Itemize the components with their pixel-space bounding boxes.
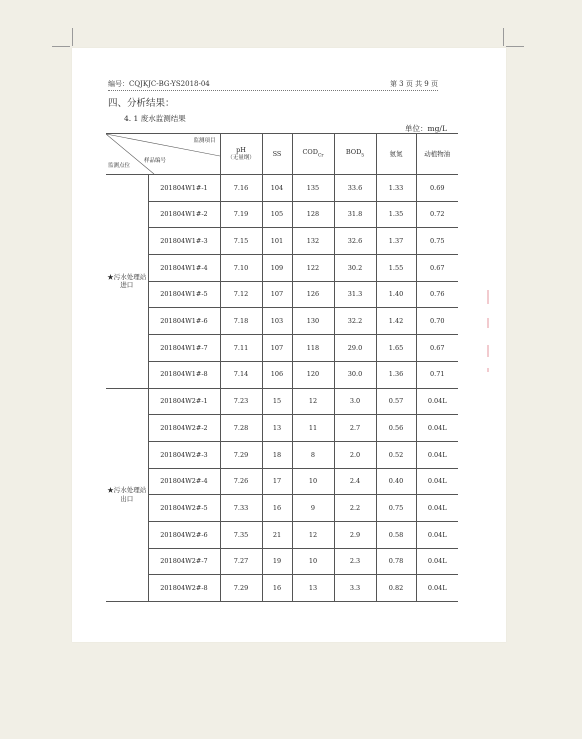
column-header-ammonia: 氨氮 [376, 134, 416, 175]
sample-id-cell: 201804W2#-2 [148, 415, 220, 442]
value-cell: 10 [292, 468, 334, 495]
value-cell: 0.52 [376, 441, 416, 468]
table-row [106, 175, 458, 202]
value-cell: 0.70 [416, 308, 458, 335]
table-row [106, 308, 458, 335]
value-cell: 31.8 [334, 201, 376, 228]
value-cell: 0.67 [416, 335, 458, 362]
value-cell: 12 [292, 388, 334, 415]
column-header-ph: pH （无量纲） [220, 134, 262, 175]
sample-id-cell: 201804W1#-1 [148, 175, 220, 202]
column-header-oil: 动植物油 [416, 134, 458, 175]
unit-label: 单位：mg/L [405, 124, 447, 133]
value-cell: 0.04L [416, 415, 458, 442]
value-cell: 13 [292, 575, 334, 602]
value-cell: 1.55 [376, 255, 416, 282]
crop-mark [52, 46, 70, 47]
stamp-mark [487, 318, 489, 328]
value-cell: 16 [262, 495, 292, 522]
value-cell: 2.3 [334, 548, 376, 575]
value-cell: 7.14 [220, 361, 262, 388]
value-cell: 2.4 [334, 468, 376, 495]
value-cell: 32.2 [334, 308, 376, 335]
station-cell: ★污水处理站出口 [106, 388, 148, 602]
value-cell: 9 [292, 495, 334, 522]
value-cell: 2.7 [334, 415, 376, 442]
value-cell: 0.78 [376, 548, 416, 575]
corner-label-sample: 样品编号 [144, 157, 167, 164]
value-cell: 135 [292, 175, 334, 202]
column-header-cod: $COD_{Cr}$ [292, 134, 334, 175]
document-number: 编号：CQJKJC-BG-YS2018-04 [108, 80, 210, 88]
value-cell: 21 [262, 521, 292, 548]
value-cell: 18 [262, 441, 292, 468]
value-cell: 13 [262, 415, 292, 442]
value-cell: 1.37 [376, 228, 416, 255]
value-cell: 0.71 [416, 361, 458, 388]
table-row [106, 441, 458, 468]
value-cell: 122 [292, 255, 334, 282]
value-cell: 12 [292, 521, 334, 548]
value-cell: 32.6 [334, 228, 376, 255]
page-number: 第 3 页 共 9 页 [389, 80, 438, 88]
value-cell: 2.2 [334, 495, 376, 522]
crop-mark [506, 46, 524, 47]
sample-id-cell: 201804W1#-2 [148, 201, 220, 228]
value-cell: 1.36 [376, 361, 416, 388]
stamp-mark [487, 290, 489, 304]
value-cell: 7.18 [220, 308, 262, 335]
value-cell: 8 [292, 441, 334, 468]
value-cell: 120 [292, 361, 334, 388]
value-cell: 105 [262, 201, 292, 228]
subsection-title: 4. 1 废水监测结果 [124, 114, 186, 123]
value-cell: 7.23 [220, 388, 262, 415]
corner-header-cell [106, 134, 220, 175]
value-cell: 1.40 [376, 281, 416, 308]
value-cell: 7.10 [220, 255, 262, 282]
table-row [106, 468, 458, 495]
value-cell: 0.04L [416, 441, 458, 468]
table-row [106, 415, 458, 442]
value-cell: 1.35 [376, 201, 416, 228]
column-header-bod: $BOD_5$ [334, 134, 376, 175]
value-cell: 15 [262, 388, 292, 415]
value-cell: 10 [292, 548, 334, 575]
table-row [106, 548, 458, 575]
table-row [106, 361, 458, 388]
value-cell: 0.57 [376, 388, 416, 415]
value-cell: 7.27 [220, 548, 262, 575]
sample-id-cell: 201804W1#-4 [148, 255, 220, 282]
value-cell: 0.40 [376, 468, 416, 495]
sample-id-cell: 201804W2#-3 [148, 441, 220, 468]
value-cell: 0.04L [416, 388, 458, 415]
sample-id-cell: 201804W2#-5 [148, 495, 220, 522]
value-cell: 106 [262, 361, 292, 388]
value-cell: 0.75 [376, 495, 416, 522]
value-cell: 109 [262, 255, 292, 282]
value-cell: 7.28 [220, 415, 262, 442]
stamp-mark [487, 345, 489, 357]
table-row [106, 255, 458, 282]
value-cell: 11 [292, 415, 334, 442]
value-cell: 0.75 [416, 228, 458, 255]
value-cell: 17 [262, 468, 292, 495]
value-cell: 7.29 [220, 441, 262, 468]
value-cell: 7.19 [220, 201, 262, 228]
table-row [106, 388, 458, 415]
sample-id-cell: 201804W2#-1 [148, 388, 220, 415]
table-row [106, 201, 458, 228]
value-cell: 3.0 [334, 388, 376, 415]
value-cell: 128 [292, 201, 334, 228]
wastewater-results-table [106, 133, 458, 602]
value-cell: 0.04L [416, 521, 458, 548]
value-cell: 107 [262, 335, 292, 362]
sample-id-cell: 201804W1#-6 [148, 308, 220, 335]
sample-id-cell: 201804W1#-5 [148, 281, 220, 308]
value-cell: 0.72 [416, 201, 458, 228]
value-cell: 0.67 [416, 255, 458, 282]
value-cell: 118 [292, 335, 334, 362]
value-cell: 0.04L [416, 468, 458, 495]
value-cell: 0.04L [416, 548, 458, 575]
table-header-row [106, 134, 458, 175]
value-cell: 1.42 [376, 308, 416, 335]
value-cell: 7.29 [220, 575, 262, 602]
value-cell: 0.76 [416, 281, 458, 308]
stamp-mark [487, 368, 489, 372]
value-cell: 132 [292, 228, 334, 255]
value-cell: 16 [262, 575, 292, 602]
table-row [106, 281, 458, 308]
document-page [72, 48, 506, 642]
table-row [106, 335, 458, 362]
value-cell: 104 [262, 175, 292, 202]
value-cell: 1.33 [376, 175, 416, 202]
table-row [106, 228, 458, 255]
crop-mark [72, 28, 73, 46]
value-cell: 2.9 [334, 521, 376, 548]
sample-id-cell: 201804W2#-8 [148, 575, 220, 602]
value-cell: 30.0 [334, 361, 376, 388]
value-cell: 130 [292, 308, 334, 335]
table-row [106, 575, 458, 602]
section-title: 四、分析结果： [108, 98, 175, 109]
value-cell: 29.0 [334, 335, 376, 362]
value-cell: 31.3 [334, 281, 376, 308]
value-cell: 33.6 [334, 175, 376, 202]
value-cell: 1.65 [376, 335, 416, 362]
sample-id-cell: 201804W1#-7 [148, 335, 220, 362]
value-cell: 7.11 [220, 335, 262, 362]
sample-id-cell: 201804W2#-7 [148, 548, 220, 575]
value-cell: 7.15 [220, 228, 262, 255]
column-header-ss: SS [262, 134, 292, 175]
value-cell: 0.58 [376, 521, 416, 548]
value-cell: 7.35 [220, 521, 262, 548]
sample-id-cell: 201804W2#-6 [148, 521, 220, 548]
value-cell: 0.82 [376, 575, 416, 602]
value-cell: 101 [262, 228, 292, 255]
value-cell: 0.04L [416, 575, 458, 602]
sample-id-cell: 201804W1#-8 [148, 361, 220, 388]
value-cell: 7.16 [220, 175, 262, 202]
value-cell: 126 [292, 281, 334, 308]
value-cell: 0.04L [416, 495, 458, 522]
value-cell: 107 [262, 281, 292, 308]
value-cell: 2.0 [334, 441, 376, 468]
corner-label-items: 监测项目 [193, 138, 216, 144]
value-cell: 103 [262, 308, 292, 335]
value-cell: 30.2 [334, 255, 376, 282]
page-header [108, 79, 438, 91]
value-cell: 19 [262, 548, 292, 575]
value-cell: 0.69 [416, 175, 458, 202]
sample-id-cell: 201804W2#-4 [148, 468, 220, 495]
station-cell: ★污水处理站进口 [106, 175, 148, 389]
value-cell: 7.26 [220, 468, 262, 495]
crop-mark [503, 28, 504, 46]
value-cell: 3.3 [334, 575, 376, 602]
table-row [106, 521, 458, 548]
value-cell: 7.33 [220, 495, 262, 522]
value-cell: 7.12 [220, 281, 262, 308]
value-cell: 0.56 [376, 415, 416, 442]
table-row [106, 495, 458, 522]
sample-id-cell: 201804W1#-3 [148, 228, 220, 255]
corner-label-station: 监测点位 [108, 162, 131, 169]
